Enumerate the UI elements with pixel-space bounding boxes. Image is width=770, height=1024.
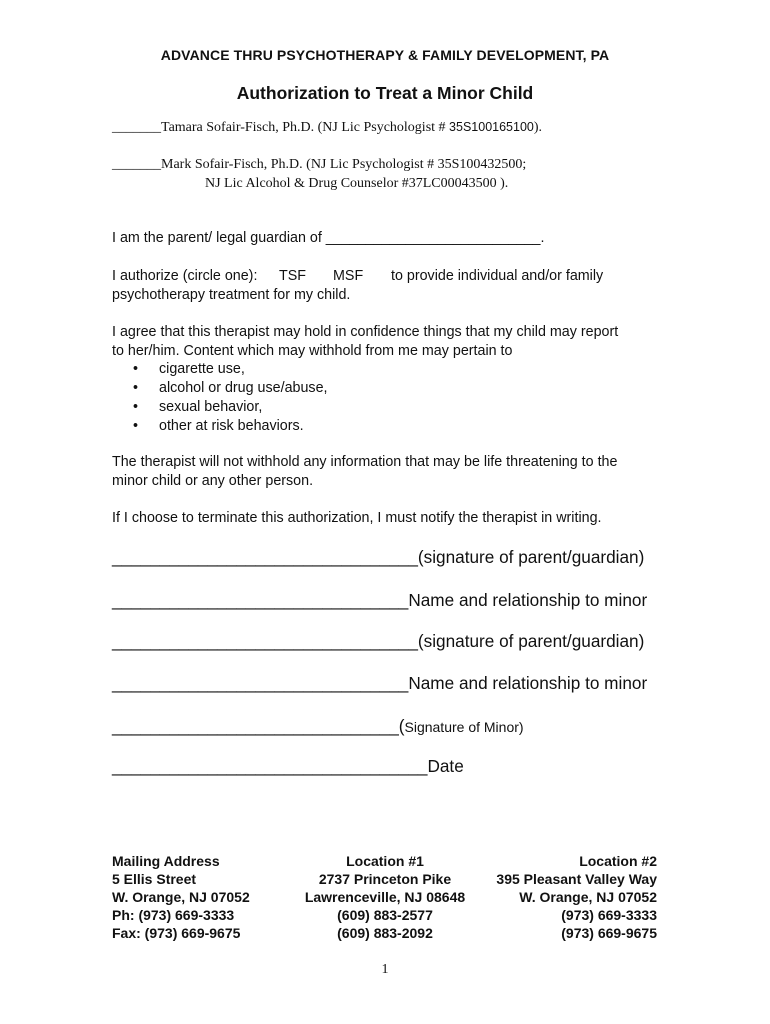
- date-line[interactable]: _________________________________Date: [112, 756, 464, 776]
- location-1-fax: (609) 883-2092: [337, 925, 433, 941]
- location-2-heading: Location #2: [579, 853, 657, 869]
- parent-signature-line-2[interactable]: ________________________________(signature of parent/guardian): [112, 631, 645, 651]
- location-1-phone: (609) 883-2577: [337, 907, 433, 923]
- mailing-heading: Mailing Address: [112, 853, 220, 869]
- document-title: Authorization to Treat a Minor Child: [236, 83, 534, 103]
- guardian-line: I am the parent/ legal guardian of ___________________________.: [112, 230, 545, 246]
- clinician-tamara-name: _______Tamara Sofair-Fisch, Ph.D. (NJ Lic Psychologist #: [112, 120, 450, 135]
- list-item: • sexual behavior,: [112, 398, 328, 417]
- location-2-address: [467, 852, 657, 942]
- list-item: • other at risk behaviors.: [112, 417, 328, 436]
- mailing-phone: Ph: (973) 669-3333: [112, 907, 235, 923]
- location-1-city: Lawrenceville, NJ 08648: [304, 889, 466, 905]
- option-tsf[interactable]: TSF: [279, 268, 307, 284]
- confidence-line2: to her/him. Content which may withhold from me may pertain to: [112, 343, 513, 359]
- terminate-notice: If I choose to terminate this authorization, I must notify the therapist in writing.: [112, 510, 602, 526]
- relationship-line-1[interactable]: _______________________________Name and relationship to minor: [112, 590, 648, 610]
- behavior-list: [112, 360, 328, 436]
- location-1-heading: Location #1: [346, 853, 424, 869]
- mailing-address: [112, 852, 250, 942]
- parent-signature-line-1[interactable]: ________________________________(signature of parent/guardian): [112, 547, 645, 567]
- confidence-line1: I agree that this therapist may hold in confidence things that my child may report: [112, 324, 619, 340]
- mailing-fax: Fax: (973) 669-9675: [112, 925, 241, 941]
- location-2-fax: (973) 669-9675: [561, 925, 657, 941]
- location-2-phone: (973) 669-3333: [561, 907, 657, 923]
- page-number: 1: [381, 962, 389, 977]
- list-item: • alcohol or drug use/abuse,: [112, 379, 328, 398]
- authorize-line2: psychotherapy treatment for my child.: [112, 287, 351, 303]
- option-msf[interactable]: MSF: [333, 268, 364, 284]
- location-2-city: W. Orange, NJ 07052: [519, 889, 657, 905]
- authorize-rest: to provide individual and/or family: [391, 268, 604, 284]
- location-2-street: 395 Pleasant Valley Way: [496, 871, 657, 887]
- mailing-street: 5 Ellis Street: [112, 871, 197, 887]
- location-1-address: [285, 852, 485, 942]
- mailing-city: W. Orange, NJ 07052: [112, 889, 250, 905]
- clinician-mark-line1: _______Mark Sofair-Fisch, Ph.D. (NJ Lic Psychologist # 35S100432500;: [112, 157, 527, 172]
- list-item: • cigarette use,: [112, 360, 328, 379]
- clinician-tamara-license: 35S100165100: [449, 120, 534, 134]
- minor-signature-label: Signature of Minor): [404, 719, 524, 735]
- clinician-tamara: [112, 120, 542, 136]
- minor-signature-line[interactable]: ______________________________(: [112, 716, 405, 736]
- authorize-label: I authorize (circle one):: [112, 268, 258, 284]
- location-1-street: 2737 Princeton Pike: [318, 871, 452, 887]
- relationship-line-2[interactable]: _______________________________Name and relationship to minor: [112, 673, 648, 693]
- clinician-tamara-end: ).: [533, 120, 543, 135]
- organization-name: ADVANCE THRU PSYCHOTHERAPY & FAMILY DEVELOPMENT, PA: [160, 47, 610, 63]
- minor-signature[interactable]: [112, 716, 524, 737]
- clinician-mark-line2: NJ Lic Alcohol & Drug Counselor #37LC00043500 ).: [205, 176, 509, 191]
- withhold-line1: The therapist will not withhold any information that may be life threatening to the: [112, 454, 618, 470]
- withhold-line2: minor child or any other person.: [112, 473, 314, 489]
